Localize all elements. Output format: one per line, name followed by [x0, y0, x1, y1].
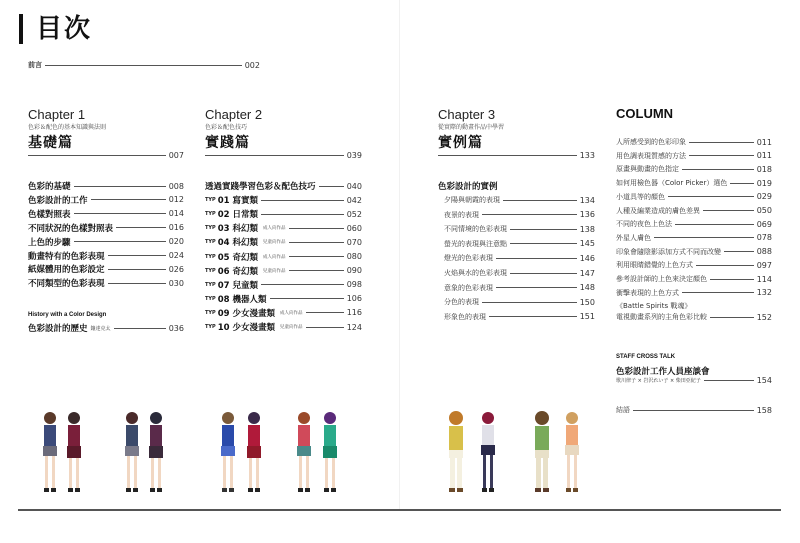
toc-item[interactable] [205, 208, 362, 220]
staff-talk-heading: STAFF CROSS TALK [616, 354, 676, 360]
toc-item[interactable] [616, 274, 772, 284]
page-number: 040 [346, 181, 362, 191]
page-number: 078 [756, 233, 772, 243]
character-figure [323, 412, 337, 492]
item-label: 螢光的表現與注意點 [444, 239, 507, 248]
item-label: 人所感受到的色彩印象 [616, 138, 686, 146]
leader-line [270, 298, 344, 299]
leader-line [510, 229, 577, 230]
history-author: 鑲達克太 [90, 325, 111, 332]
leader-line [108, 255, 166, 256]
page-number: 114 [756, 274, 772, 284]
chapter-title: Chapter 1 [28, 107, 86, 122]
leader-line [668, 196, 754, 197]
page-number: 060 [346, 223, 362, 233]
toc-item[interactable] [205, 251, 362, 263]
leader-line [489, 316, 577, 317]
toc-item[interactable] [444, 210, 595, 220]
item-label: 不同類型的色彩表現 [28, 279, 105, 290]
item-label-line1: 《Battle Spirits 戰魂》 [616, 302, 692, 311]
character-figure [149, 412, 163, 492]
leader-line [724, 251, 754, 252]
leader-line [438, 155, 577, 156]
page-number: 050 [756, 206, 772, 215]
item-label: 03 科幻類 [217, 224, 258, 235]
item-label: 原畫與動畫的色指定 [616, 165, 679, 174]
item-label: 01 寫實類 [217, 196, 258, 207]
page-number: 158 [756, 405, 772, 415]
item-label: 04 科幻類 [217, 238, 258, 249]
toc-item[interactable] [616, 192, 772, 202]
leader-line [205, 155, 344, 156]
page-number: 116 [346, 308, 362, 318]
chapter-name: 實踐篇 [205, 135, 250, 151]
toc-item[interactable] [616, 137, 772, 147]
page-number: 124 [346, 322, 362, 332]
item-label: 夕陽與朝霞的表現 [444, 196, 500, 204]
chapter-subtitle: 色彩＆配色的基本知識與法則 [28, 124, 107, 131]
leader-line [704, 380, 754, 381]
leader-line [503, 200, 577, 201]
toc-item[interactable] [444, 253, 595, 263]
toc-item[interactable] [28, 250, 184, 262]
page-number: 154 [756, 376, 772, 385]
item-label: 09 少女漫畫類 [217, 308, 275, 319]
page-number: 011 [756, 137, 772, 147]
character-figure [247, 412, 261, 492]
chapter-title: Chapter 2 [205, 107, 263, 122]
item-label: 火焰與水的色彩表現 [444, 269, 507, 277]
item-label: 形象色的表現 [444, 312, 486, 321]
toc-item[interactable] [616, 151, 772, 161]
leader-line [74, 241, 166, 242]
chapter-name: 實例篇 [438, 135, 483, 151]
page-number: 024 [168, 251, 184, 260]
character-figure [535, 411, 549, 492]
character-illustrations-3 [440, 408, 590, 504]
page-number: 014 [168, 209, 184, 219]
item-note: 兒童向作品 [263, 268, 286, 274]
page-number: 151 [579, 312, 595, 322]
item-note: 兒童向作品 [263, 240, 286, 246]
leader-line [689, 155, 754, 156]
character-figure [221, 412, 235, 492]
item-label: 02 日常類 [217, 210, 258, 221]
toc-closing[interactable] [616, 405, 772, 415]
leader-line [319, 186, 344, 187]
page-number: 097 [756, 260, 772, 270]
leader-line [510, 273, 577, 274]
toc-item[interactable] [205, 307, 362, 319]
character-figure [481, 412, 495, 492]
page-number: 019 [756, 178, 772, 188]
toc-item[interactable] [616, 288, 772, 298]
chapter-2-header [205, 108, 262, 151]
leader-line [482, 214, 577, 215]
leader-line [703, 210, 754, 211]
item-label: 人種及編業造成的膚色差異 [616, 206, 700, 215]
chapter-subtitle: 從實際的動畫作品中學習 [438, 124, 505, 131]
chapter-subtitle: 色彩＆配色技巧 [205, 124, 248, 131]
toc-item[interactable] [28, 180, 184, 192]
item-label: 夜景的表現 [444, 210, 479, 219]
toc-item[interactable] [444, 195, 595, 205]
toc-item[interactable] [28, 208, 184, 220]
page-number: 002 [244, 60, 260, 70]
character-figure [297, 412, 311, 492]
item-label: 10 少女漫畫類 [217, 323, 275, 333]
item-label: 不同情境的色彩表現 [444, 225, 507, 234]
toc-item[interactable] [444, 297, 595, 307]
toc-item[interactable] [444, 268, 595, 278]
chapter-name: 基礎篇 [28, 135, 73, 151]
toc-item[interactable] [616, 164, 772, 174]
item-label: 06 奇幻類 [217, 266, 258, 277]
toc-item[interactable] [616, 219, 772, 229]
item-label: 外星人膚色 [616, 233, 651, 242]
item-label: 07 兒童類 [217, 280, 258, 291]
leader-line [289, 270, 344, 271]
page-number: 090 [346, 266, 362, 276]
toc-preface[interactable] [28, 60, 260, 70]
type-prefix: TYP [205, 253, 216, 260]
page-number: 069 [756, 219, 772, 229]
section-heading: 色彩設計的實例 [438, 182, 498, 192]
type-prefix: TYP [205, 324, 216, 330]
chapter-3-header [438, 108, 504, 151]
item-label: 色樣對照表 [28, 209, 71, 220]
type-prefix: TYP [205, 239, 216, 246]
toc-item[interactable] [28, 263, 184, 275]
item-label: 電視動畫系列的主角色彩比較 [616, 313, 707, 322]
toc-item[interactable] [205, 279, 362, 291]
character-figure [43, 412, 57, 492]
character-figure [449, 411, 463, 492]
item-label: 05 奇幻類 [217, 252, 258, 263]
page-number: 012 [168, 195, 184, 205]
leader-line [696, 265, 754, 266]
character-illustrations-1 [36, 408, 186, 504]
page-number: 029 [756, 192, 772, 202]
toc-item[interactable] [616, 247, 772, 257]
type-prefix: TYP [205, 309, 216, 316]
page-number: 148 [579, 283, 595, 293]
chapter-1-header [28, 108, 106, 151]
item-label: 利用眼睛錯覺的上色方式 [616, 261, 693, 270]
toc-item[interactable] [444, 239, 595, 249]
bottom-rule [18, 509, 781, 511]
leader-line [306, 312, 344, 313]
item-label: 用色調表現質感的方法 [616, 151, 686, 160]
column-title: COLUMN [616, 106, 674, 121]
page-number: 150 [579, 297, 595, 307]
page-fold [399, 0, 400, 510]
toc-item[interactable] [205, 180, 362, 192]
item-label: 燈光的色彩表現 [444, 254, 493, 263]
leader-line [710, 279, 754, 280]
toc-item[interactable] [444, 283, 595, 293]
closing-label: 結語 [616, 406, 630, 414]
leader-line [730, 183, 753, 184]
character-illustrations-2 [214, 408, 354, 504]
item-note: 成人向作品 [263, 226, 286, 232]
leader-line [682, 169, 754, 170]
page-number: 020 [168, 237, 184, 247]
leader-line [482, 302, 577, 303]
item-note: 成人向作品 [280, 310, 303, 316]
page-number: 011 [756, 151, 772, 161]
toc-item[interactable] [616, 206, 772, 216]
type-prefix: TYP [205, 281, 216, 288]
type-prefix: TYP [205, 295, 216, 302]
toc-item[interactable] [205, 265, 362, 277]
leader-line [633, 410, 754, 411]
toc-item[interactable] [205, 194, 362, 206]
toc-item[interactable] [28, 236, 184, 248]
staff-talk-label: 色彩設計工作人員座談會 [616, 367, 710, 377]
page-number: 147 [579, 268, 595, 278]
leader-line [496, 258, 577, 259]
item-label: 意象的色彩表現 [444, 283, 493, 292]
character-figure [125, 412, 139, 492]
page-number: 052 [346, 209, 362, 219]
leader-line [289, 242, 344, 243]
item-label: 色彩設計的工作 [28, 195, 88, 206]
title-accent-bar [19, 14, 23, 44]
page-number: 138 [579, 224, 595, 234]
leader-line [114, 328, 166, 329]
type-prefix: TYP [205, 211, 216, 218]
toc-item[interactable] [616, 312, 772, 322]
item-note: 成人向作品 [263, 254, 286, 260]
page-number: 088 [756, 247, 772, 257]
page-number: 042 [346, 195, 362, 205]
leader-line [675, 224, 754, 225]
page-number: 018 [756, 164, 772, 174]
page-number: 039 [346, 151, 362, 160]
page-number: 152 [756, 312, 772, 322]
chapter-2-page-row[interactable] [205, 151, 362, 160]
toc-item[interactable] [444, 224, 595, 234]
leader-line [689, 142, 754, 143]
history-heading: History with a Color Design [28, 312, 107, 318]
page-number: 136 [579, 210, 595, 220]
item-label: 小道具等的顏色 [616, 192, 665, 201]
type-prefix: TYP [205, 225, 216, 232]
leader-line [108, 283, 166, 284]
leader-line [306, 327, 344, 328]
toc-item[interactable] [616, 178, 772, 188]
leader-line [261, 200, 344, 201]
item-label: 紙媒體用的色彩設定 [28, 265, 105, 276]
toc-history[interactable] [28, 322, 184, 334]
page-number: 134 [579, 195, 595, 205]
toc-item[interactable] [205, 321, 362, 333]
item-label: 不同狀況的色樣對照表 [28, 223, 114, 234]
page-number: 008 [168, 181, 184, 191]
page-number: 026 [168, 264, 184, 274]
page-number: 030 [168, 278, 184, 288]
type-prefix: TYP [205, 197, 216, 204]
leader-line [654, 237, 754, 238]
leader-line [710, 317, 754, 318]
chapter-3-page-row[interactable] [438, 151, 595, 160]
character-figure [565, 412, 579, 492]
leader-line [261, 284, 344, 285]
toc-item[interactable] [205, 222, 362, 234]
page-number: 080 [346, 252, 362, 261]
page-number: 007 [168, 151, 184, 160]
leader-line [510, 243, 577, 244]
history-label: 色彩設計的歷史 [28, 324, 88, 334]
leader-line [496, 287, 577, 288]
leader-line [74, 213, 166, 214]
page-number: 098 [346, 280, 362, 290]
item-label: 透過實踐學習色彩＆配色技巧 [205, 182, 316, 192]
toc-item[interactable] [28, 222, 184, 234]
leader-line [289, 228, 344, 229]
page-number: 106 [346, 294, 362, 304]
toc-item[interactable] [444, 312, 595, 322]
item-label: 印象會隨陰影添加方式不同而改變 [616, 247, 721, 256]
leader-line [261, 214, 344, 215]
item-label: 分色的表現 [444, 298, 479, 307]
item-label: 參考設計師的上色來決定顏色 [616, 275, 707, 283]
leader-line [91, 199, 166, 200]
leader-line [682, 292, 754, 293]
page-number: 145 [579, 239, 595, 249]
page-number: 132 [756, 288, 772, 298]
leader-line [28, 155, 166, 156]
toc-staff-talk[interactable] [616, 376, 772, 385]
item-label: 不同的夜色上色法 [616, 220, 672, 229]
page-number: 133 [579, 151, 595, 160]
leader-line [108, 269, 166, 270]
staff-talk-names: 歌川律子 × 岩沢れい子 × 柴田亞紀子 [616, 378, 701, 384]
leader-line [289, 256, 344, 257]
page-number: 070 [346, 237, 362, 247]
character-figure [67, 412, 81, 492]
item-label: 衝擊表現的上色方式 [616, 288, 679, 297]
leader-line [45, 65, 242, 66]
leader-line [74, 186, 166, 187]
page-number: 146 [579, 253, 595, 263]
toc-item[interactable] [616, 260, 772, 270]
toc-item[interactable] [616, 233, 772, 243]
item-label: 如何用檢色器（Color Picker）選色 [616, 179, 728, 188]
page-title: 目次 [36, 14, 93, 44]
item-label: 08 機器人類 [217, 294, 267, 305]
toc-item[interactable] [28, 194, 184, 206]
toc-item[interactable] [205, 293, 362, 305]
page-number: 016 [168, 223, 184, 233]
item-label: 色彩的基礎 [28, 182, 71, 192]
type-prefix: TYP [205, 267, 216, 274]
chapter-title: Chapter 3 [438, 107, 496, 122]
toc-item[interactable] [28, 277, 184, 289]
item-note: 兒童向作品 [280, 325, 303, 330]
item-label: 上色的步驟 [28, 237, 71, 248]
leader-line [116, 227, 166, 228]
chapter-1-page-row[interactable] [28, 151, 184, 160]
item-label: 動畫特有的色彩表現 [28, 251, 105, 262]
toc-item[interactable] [205, 236, 362, 248]
page-number: 036 [168, 323, 184, 333]
preface-label: 前言 [28, 61, 42, 69]
